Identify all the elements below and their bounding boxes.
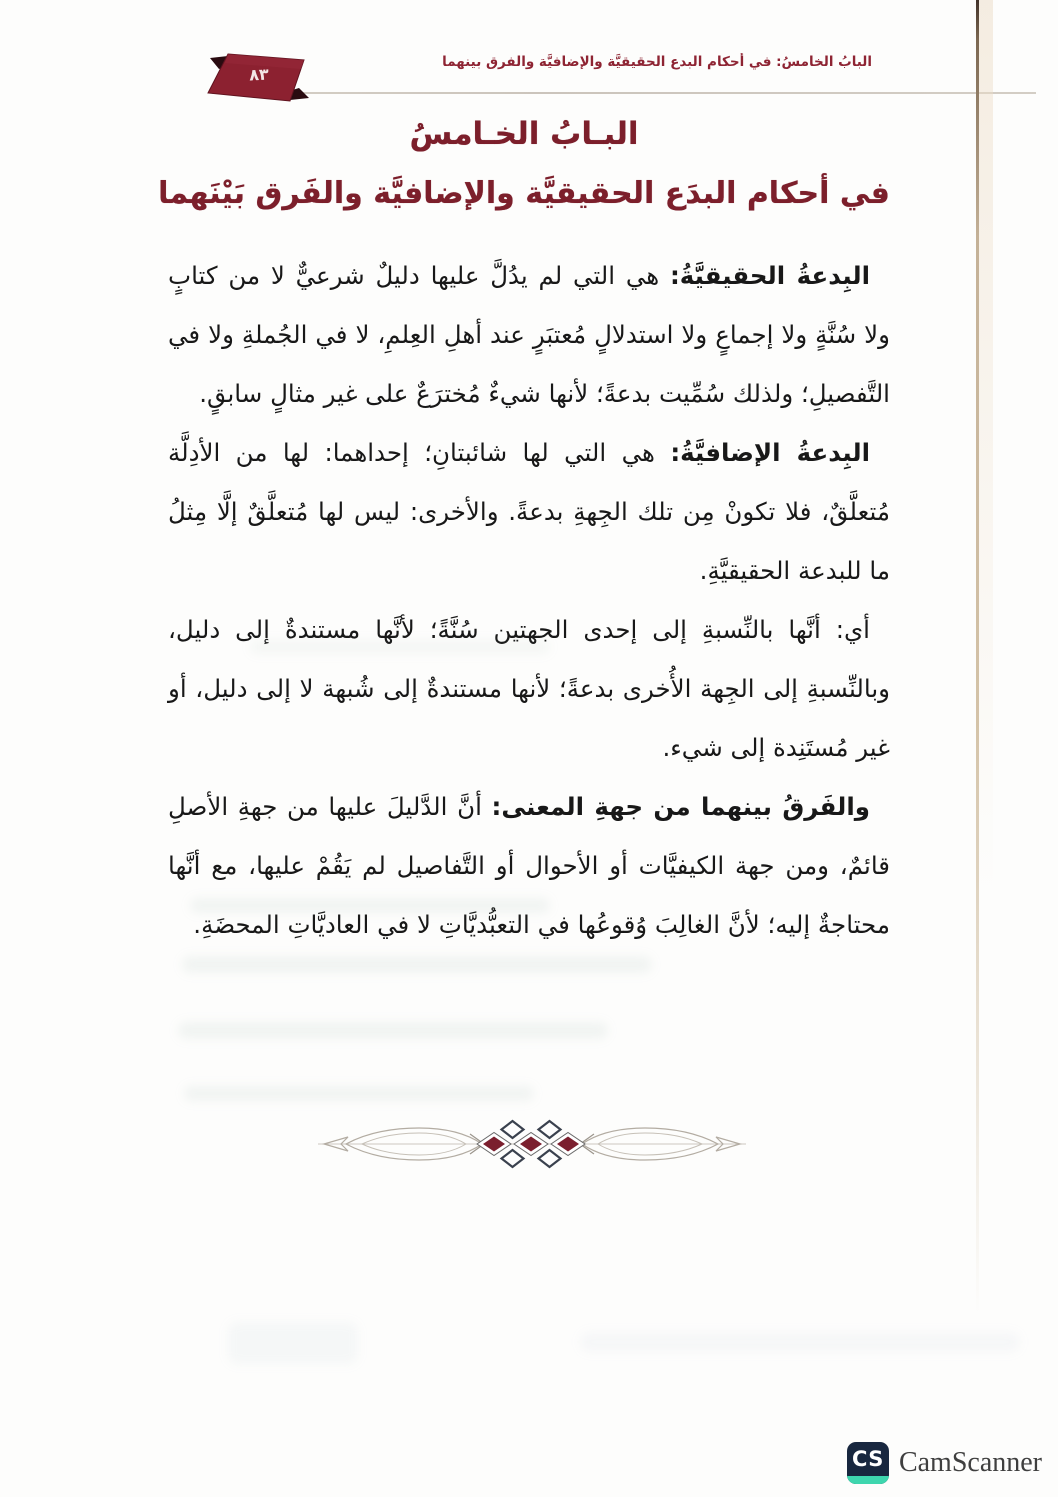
paragraph-difference bbox=[168, 777, 890, 954]
paragraph-rest: أي: أنَّها بالنِّسبةِ إلى إحدى الجهتين سُنَّةً؛ لأنَّها مستندةٌ إلى دليل، وبالنِّسبةِ إلى الجِهة الأُخرى بدعةً؛ لأنها مستندةٌ إلى شُبهة لا إلى دليل، أو غير مُستَنِدة إلى شيء. bbox=[168, 615, 890, 762]
paragraph-relative-bidah bbox=[168, 423, 890, 600]
paragraph-real-bidah bbox=[168, 246, 890, 423]
header-rule bbox=[212, 92, 1036, 94]
camscanner-label: CamScanner bbox=[898, 1447, 1042, 1478]
page-number: ٨٣ bbox=[248, 64, 270, 85]
camscanner-logo-text: CS bbox=[851, 1447, 884, 1471]
camscanner-logo-icon bbox=[847, 1442, 889, 1484]
bleedthrough-smudge bbox=[580, 1332, 1020, 1352]
page-edge-line bbox=[976, 0, 979, 1315]
paragraph-rest: أنَّ الدَّليلَ عليها من جهةِ الأصلِ قائمٌ، ومن جهة الكيفيَّات أو الأحوال أو التَّفاصيل لم يَقُمْ عليها، مع أنَّها محتاجةٌ إليه؛ لأنَّ الغالِبَ وُقوعُها في التعبُّديَّاتِ لا في العاديَّاتِ المحضَةِ. bbox=[168, 792, 890, 939]
bleedthrough-smudge bbox=[184, 1086, 534, 1101]
paragraph-lead: البِدعةُ الحقيقيَّةُ: bbox=[669, 261, 870, 290]
page-number-ribbon bbox=[200, 48, 312, 114]
chapter-subtitle: في أحكام البدَع الحقيقيَّة والإضافيَّة والفَرق بَيْنَهما bbox=[158, 176, 890, 211]
divider-ornament bbox=[316, 1116, 748, 1172]
chapter-title: البـابُ الخـامسُ bbox=[409, 116, 639, 152]
bleedthrough-smudge bbox=[228, 1322, 358, 1364]
paragraph-explanation bbox=[168, 600, 890, 777]
paragraph-lead: والفَرقُ بينهما من جهةِ المعنى: bbox=[491, 792, 870, 821]
divider-ornament-icon bbox=[316, 1116, 748, 1172]
camscanner-logo-teal-bar bbox=[847, 1476, 889, 1484]
page-edge-shadow bbox=[979, 0, 993, 900]
paragraph-lead: البِدعةُ الإضافيَّةُ: bbox=[670, 438, 870, 467]
body-text bbox=[168, 246, 890, 954]
bleedthrough-smudge bbox=[178, 1022, 608, 1039]
paragraph-rest: هي التي لم يدُلَّ عليها دليلٌ شرعيٌّ لا من كتابٍ ولا سُنَّةٍ ولا إجماعٍ ولا استدلالٍ مُعتبَرٍ عند أهلِ العِلمِ، لا في الجُملةِ ولا في التَّفصيلِ؛ ولذلك سُمِّيت بدعةً؛ لأنها شيءٌ مُخترَعٌ على غير مثالٍ سابقٍ. bbox=[168, 261, 890, 408]
paragraph-rest: هي التي لها شائبتانِ؛ إحداهما: لها من الأدِلَّة مُتعلَّقٌ، فلا تكونْ مِن تلك الجِهةِ بدعةً. والأخرى: ليس لها مُتعلَّقٌ إلَّا مِثلُ ما للبدعة الحقيقيَّةِ. bbox=[168, 438, 890, 585]
camscanner-watermark bbox=[847, 1441, 1042, 1485]
running-head: البابُ الخامسُ: في أحكام البدع الحقيقيَّة والإضافيَّة والفرق بينهما bbox=[442, 54, 872, 70]
bleedthrough-smudge bbox=[182, 956, 652, 973]
